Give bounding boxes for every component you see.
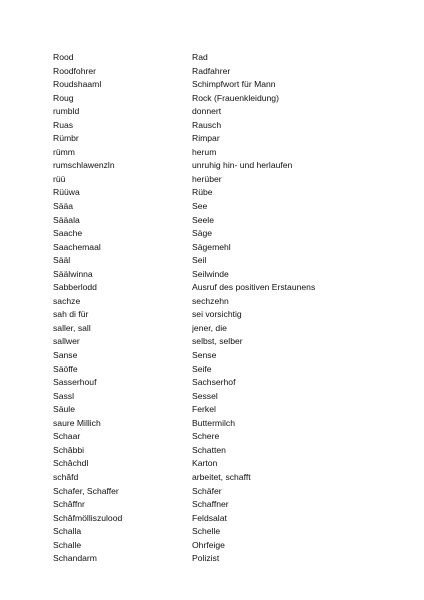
standard-german-translation: Seilwinde	[192, 268, 229, 279]
glossary-row	[53, 186, 393, 200]
glossary-row	[53, 512, 393, 526]
standard-german-translation: arbeitet, schafft	[192, 471, 251, 482]
dialect-term: Schalla	[53, 526, 82, 537]
glossary-row	[53, 119, 393, 133]
standard-german-translation: Schaffner	[192, 499, 229, 510]
standard-german-translation: Sessel	[192, 390, 218, 401]
glossary-row	[53, 281, 393, 295]
glossary-row	[53, 308, 393, 322]
standard-german-translation: Sachserhof	[192, 377, 236, 388]
standard-german-translation: Sägemehl	[192, 241, 231, 252]
standard-german-translation: Feldsalat	[192, 512, 227, 523]
glossary-row	[53, 227, 393, 241]
dialect-term: Roudshaaml	[53, 79, 102, 90]
glossary-row	[53, 105, 393, 119]
glossary-row	[53, 349, 393, 363]
glossary-row	[53, 430, 393, 444]
dialect-term: Schafer, Schaffer	[53, 485, 119, 496]
dialect-term: Schaar	[53, 431, 81, 442]
standard-german-translation: Buttermilch	[192, 417, 235, 428]
glossary-row	[53, 498, 393, 512]
standard-german-translation: Säge	[192, 228, 213, 239]
standard-german-translation: Rausch	[192, 119, 222, 130]
standard-german-translation: Ferkel	[192, 404, 216, 415]
dialect-term: Sanse	[53, 350, 78, 361]
standard-german-translation: Seife	[192, 363, 212, 374]
dialect-term: rüü	[53, 173, 66, 184]
standard-german-translation: Schäfer	[192, 485, 222, 496]
glossary-row	[53, 485, 393, 499]
glossary-row	[53, 376, 393, 390]
dialect-term: Rümbr	[53, 133, 79, 144]
standard-german-translation: Radfahrer	[192, 65, 231, 76]
dialect-term: Sääl	[53, 255, 71, 266]
dialect-term: Rood	[53, 52, 74, 62]
glossary-row	[53, 268, 393, 282]
dialect-term: rumschlawenzln	[53, 160, 115, 171]
dialect-term: Schalle	[53, 539, 82, 550]
glossary-row	[53, 525, 393, 539]
glossary-row	[53, 78, 393, 92]
dialect-term: sah di für	[53, 309, 89, 320]
standard-german-translation: donnert	[192, 106, 222, 117]
standard-german-translation: Karton	[192, 458, 218, 469]
dialect-term: Schâfmölliszulood	[53, 512, 123, 523]
glossary-row	[53, 471, 393, 485]
glossary-row	[53, 335, 393, 349]
standard-german-translation: Schimpfwort für Mann	[192, 79, 276, 90]
standard-german-translation: See	[192, 201, 208, 212]
dialect-term: Rüüwa	[53, 187, 80, 198]
standard-german-translation: Rimpar	[192, 133, 220, 144]
dialect-term: Roug	[53, 92, 74, 103]
dialect-term: Saachemaal	[53, 241, 101, 252]
glossary-row	[53, 200, 393, 214]
glossary-row	[53, 51, 393, 65]
glossary-row	[53, 363, 393, 377]
standard-german-translation: herum	[192, 146, 217, 157]
dialect-term: Sasserhouf	[53, 377, 97, 388]
glossary-row	[53, 552, 393, 566]
glossary-row	[53, 539, 393, 553]
dialect-term: Sassl	[53, 390, 75, 401]
standard-german-translation: Rübe	[192, 187, 213, 198]
dialect-term: Schâffnr	[53, 499, 85, 510]
glossary-row	[53, 214, 393, 228]
dialect-term: Schâbbi	[53, 444, 85, 455]
dialect-term: Sääala	[53, 214, 80, 225]
glossary-row	[53, 444, 393, 458]
glossary-row	[53, 159, 393, 173]
standard-german-translation: unruhig hin- und herlaufen	[192, 160, 293, 171]
glossary-row	[53, 92, 393, 106]
standard-german-translation: Seele	[192, 214, 214, 225]
dialect-term: Sabberlodd	[53, 282, 97, 293]
standard-german-translation: Ausruf des positiven Erstaunens	[192, 282, 316, 293]
glossary-row	[53, 173, 393, 187]
glossary-row	[53, 146, 393, 160]
standard-german-translation: Schere	[192, 431, 220, 442]
standard-german-translation: selbst, selber	[192, 336, 243, 347]
glossary-row	[53, 254, 393, 268]
standard-german-translation: Ohrfeige	[192, 539, 225, 550]
glossary-row	[53, 295, 393, 309]
glossary-row	[53, 417, 393, 431]
dialect-term: saure Millich	[53, 417, 101, 428]
standard-german-translation: Seil	[192, 255, 207, 266]
standard-german-translation: Rad	[192, 52, 208, 62]
dialect-term: sallwer	[53, 336, 80, 347]
dialect-term: Säöffe	[53, 363, 78, 374]
glossary-row	[53, 65, 393, 79]
standard-german-translation: Schelle	[192, 526, 221, 537]
dialect-term: Ruas	[53, 119, 74, 130]
dialect-term: Schandarm	[53, 553, 97, 564]
standard-german-translation: jener, die	[192, 322, 227, 333]
glossary-row	[53, 241, 393, 255]
glossary-row	[53, 390, 393, 404]
standard-german-translation: Schatten	[192, 444, 226, 455]
dialect-term: schâfd	[53, 471, 79, 482]
dialect-term: sachze	[53, 295, 81, 306]
dialect-term: rümm	[53, 146, 75, 157]
glossary-row	[53, 322, 393, 336]
standard-german-translation: sechzehn	[192, 295, 229, 306]
dialect-term: saller, sall	[53, 322, 91, 333]
standard-german-translation: Sense	[192, 350, 217, 361]
dialect-term: Roodfohrer	[53, 65, 96, 76]
standard-german-translation: herüber	[192, 173, 222, 184]
standard-german-translation: sei vorsichtig	[192, 309, 242, 320]
standard-german-translation: Rock (Frauenkleidung)	[192, 92, 279, 103]
dialect-term: Schâchdl	[53, 458, 89, 469]
dialect-term: Säule	[53, 404, 75, 415]
standard-german-translation: Polizist	[192, 553, 220, 564]
dialect-term: Saache	[53, 228, 83, 239]
glossary-row	[53, 457, 393, 471]
glossary-row	[53, 403, 393, 417]
glossary-row	[53, 132, 393, 146]
dialect-term: rumbld	[53, 106, 80, 117]
dialect-term: Sääa	[53, 201, 74, 212]
dialect-term: Säälwinna	[53, 268, 93, 279]
glossary-list	[53, 51, 393, 566]
